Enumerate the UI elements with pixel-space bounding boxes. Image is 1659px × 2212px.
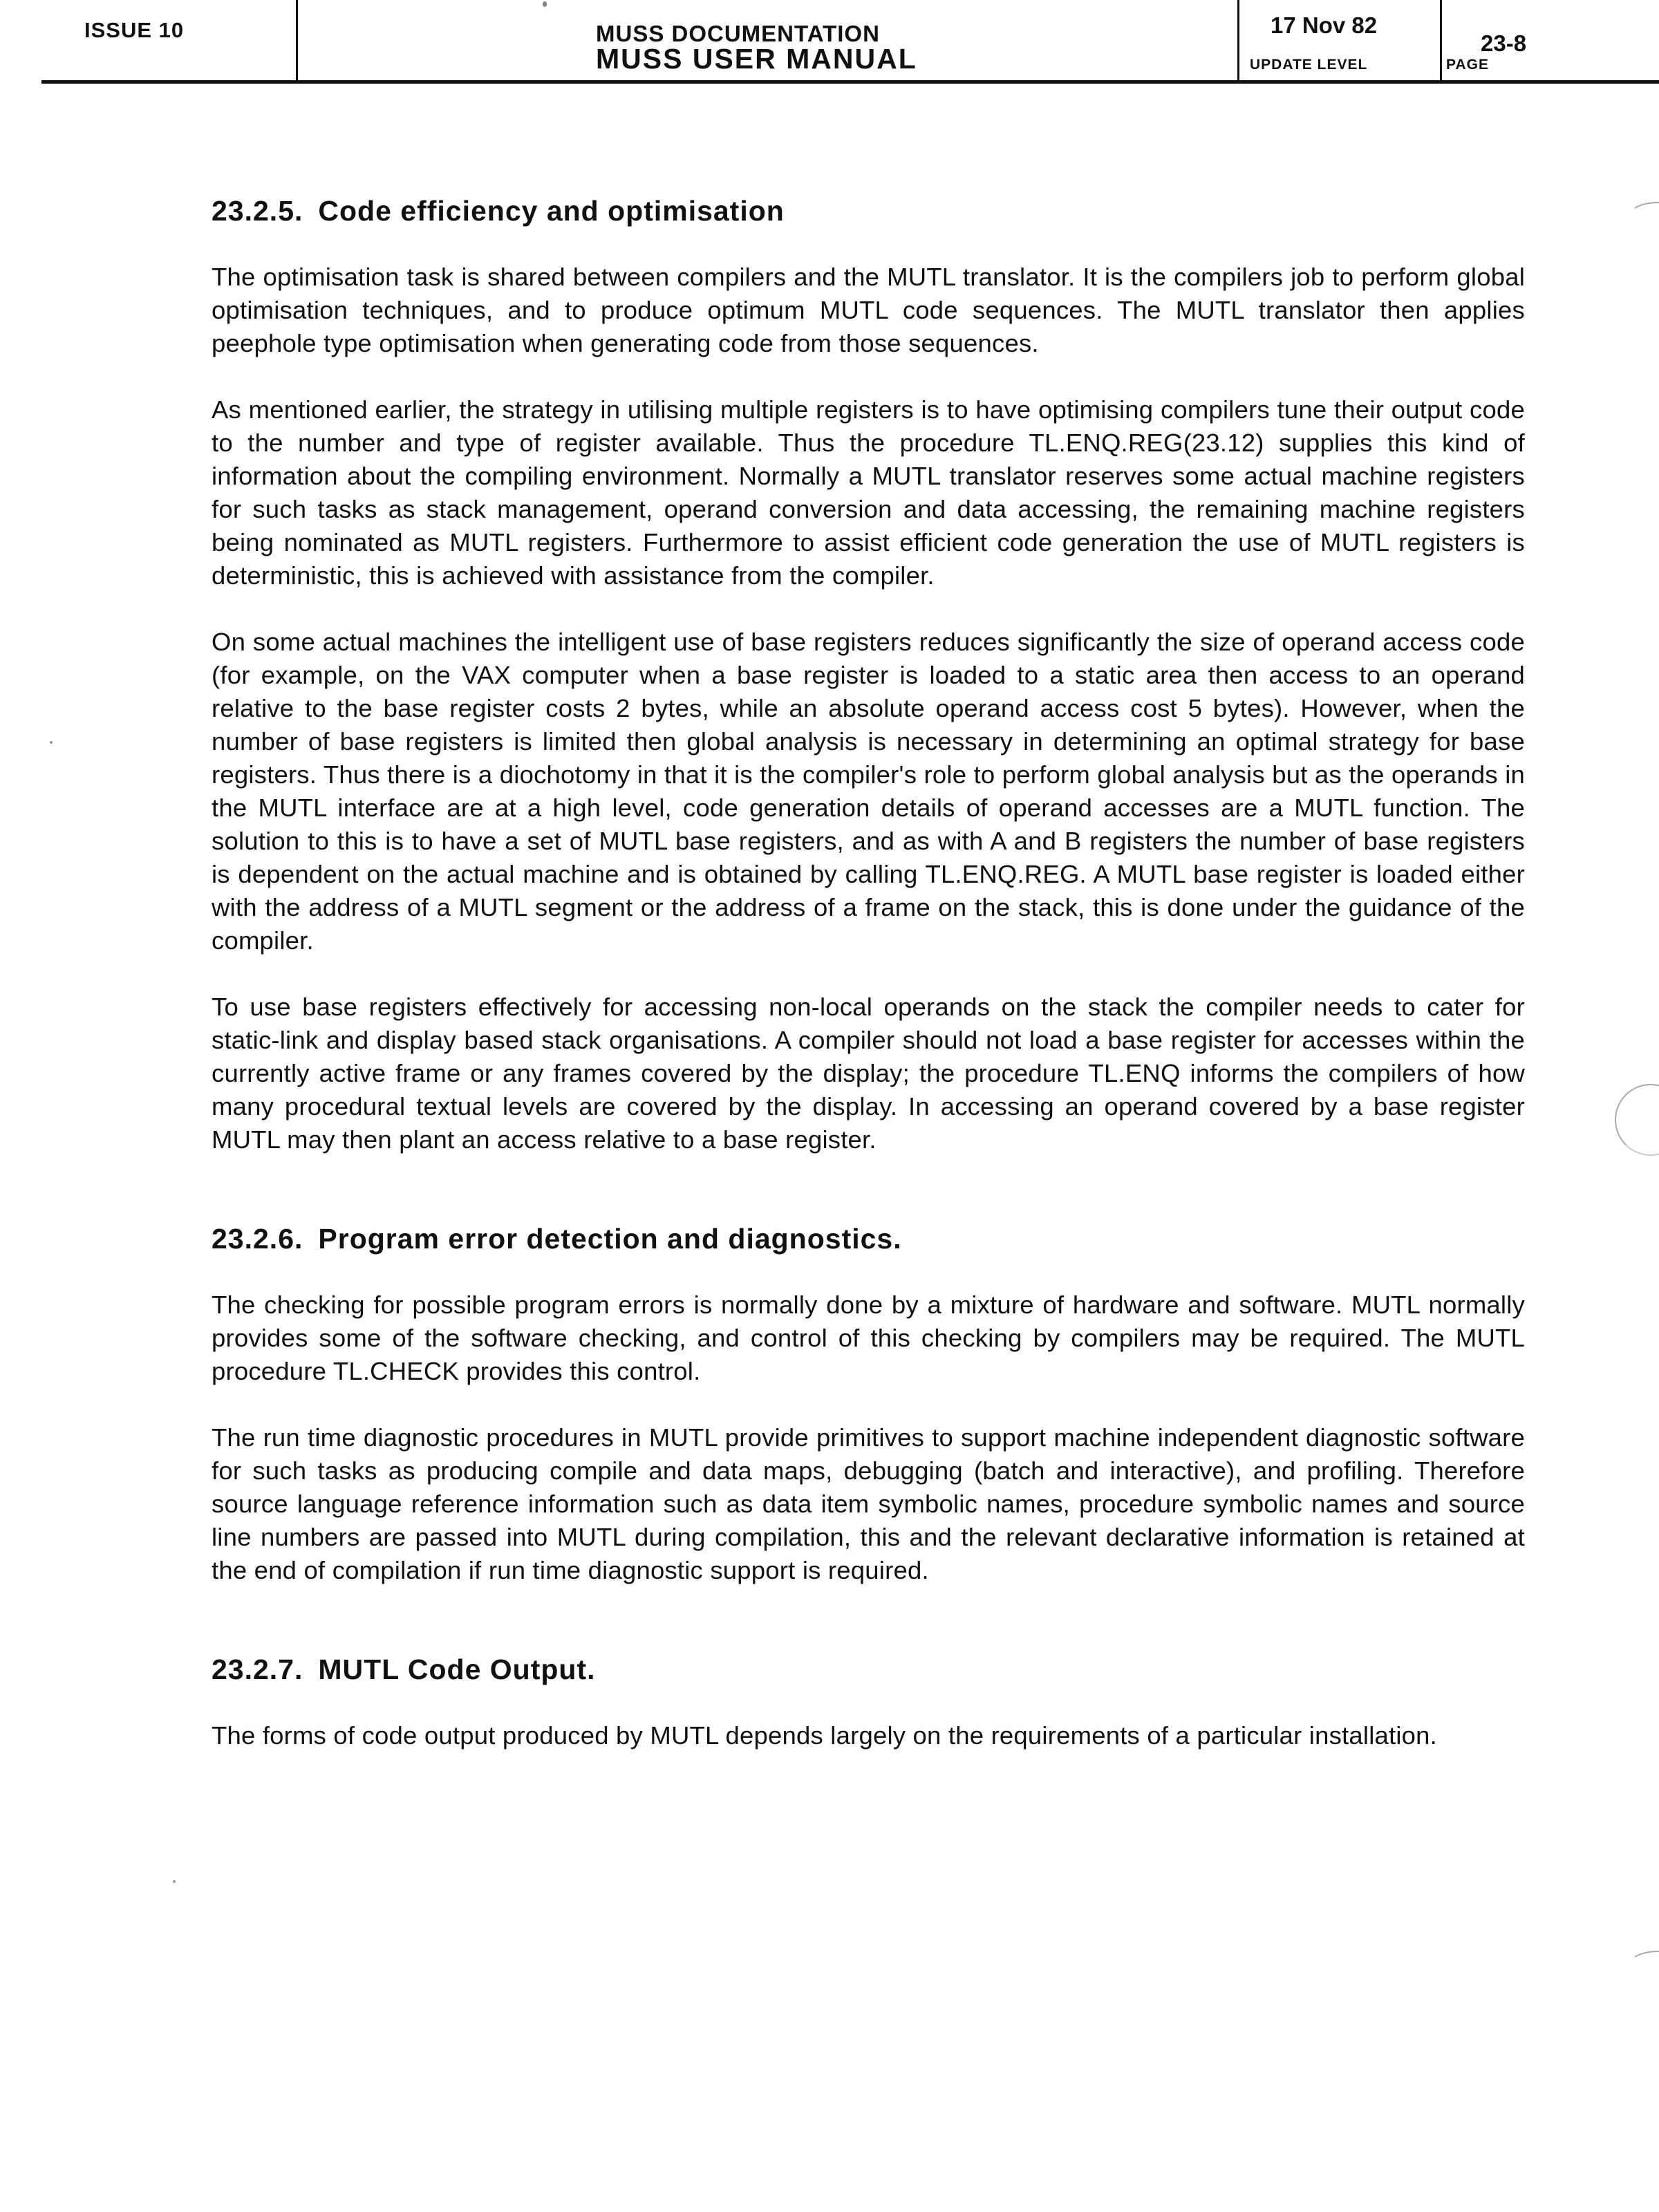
update-level-label: UPDATE LEVEL <box>1250 57 1368 73</box>
section-title: Program error detection and diagnostics. <box>318 1223 902 1255</box>
document-title: MUSS USER MANUAL <box>596 43 917 75</box>
paragraph: The checking for possible program errors is normally done by a mixture of hardware and software. MUTL normally provides some of the software checking, and control of this checking by compilers may be required. The MUTL procedure TL.CHECK provides this control. <box>212 1291 1525 1385</box>
paragraph: The optimisation task is shared between compilers and the MUTL translator. It is the compilers job to perform global optimisation techniques, and to produce optimum MUTL code sequences. The MUTL translator then applies peephole type optimisation when generating code from those sequences. <box>212 263 1525 357</box>
header-divider <box>1237 0 1239 82</box>
paragraph: On some actual machines the intelligent use of base registers reduces significantly the size of operand access code (for example, on the VAX computer when a base register is loaded to a static area then access to an operand relative to the base register costs 2 bytes, while an absolute operand access cost 5 bytes). However, when the number of base registers is limited then global analysis is necessary in determining an optimal strategy for base registers. Thus there is a diochotomy in that it is the compiler's role to perform global analysis but as the operands in the MUTL interface are at a high level, code generation details of operand accesses are a MUTL function. The solution to this is to have a set of MUTL base registers, and as with A and B registers the number of base registers is dependent on the actual machine and is obtained by calling TL.ENQ.REG. A MUTL base register is loaded either with the address of a MUTL segment or the address of a frame on the stack, this is done under the guidance of the compiler. <box>212 628 1525 955</box>
section-title: Code efficiency and optimisation <box>318 195 785 227</box>
section-23-2-5 <box>212 195 1525 1156</box>
page-header <box>0 0 1659 83</box>
scan-speck <box>543 1 547 7</box>
section-number: 23.2.6. <box>212 1223 303 1255</box>
section-23-2-7 <box>212 1653 1525 1752</box>
update-date: 17 Nov 82 <box>1271 12 1378 38</box>
paragraph: The forms of code output produced by MUTL depends largely on the requirements of a particular installation. <box>212 1721 1438 1750</box>
scan-speck <box>50 741 53 744</box>
header-divider <box>1440 0 1442 82</box>
section-title: MUTL Code Output. <box>318 1653 596 1685</box>
section-heading <box>212 195 1525 227</box>
hole-punch-mark <box>1629 1951 1659 1980</box>
section-number: 23.2.7. <box>212 1653 303 1685</box>
section-heading <box>212 1223 1525 1255</box>
paragraph: To use base registers effectively for accessing non-local operands on the stack the compiler needs to cater for static-link and display based stack organisations. A compiler should not load a base register for accesses within the currently active frame or any frames covered by the display; the procedure TL.ENQ informs the compilers of how many procedural textual levels are covered by the display. In accessing an operand covered by a base register MUTL may then plant an access relative to a base register. <box>212 993 1525 1154</box>
hole-punch-mark <box>1629 202 1659 231</box>
page-label: PAGE <box>1446 57 1489 73</box>
document-body <box>212 195 1525 1785</box>
page-number: 23-8 <box>1481 30 1527 56</box>
scan-speck <box>173 1880 176 1883</box>
section-number: 23.2.5. <box>212 195 303 227</box>
paragraph: As mentioned earlier, the strategy in utilising multiple registers is to have optimising compilers tune their output code to the number and type of register available. Thus the procedure TL.ENQ.REG(23.12) supplies this kind of information about the compiling environment. Normally a MUTL translator reserves some actual machine registers for such tasks as stack management, operand conversion and data accessing, the remaining machine registers being nominated as MUTL registers. Furthermore to assist efficient code generation the use of MUTL registers is deterministic, this is achieved with assistance from the compiler. <box>212 395 1525 590</box>
header-rule <box>41 80 1659 84</box>
header-divider <box>296 0 298 82</box>
paragraph: The run time diagnostic procedures in MUTL provide primitives to support machine independent diagnostic software for such tasks as producing compile and data maps, debugging (batch and interactive), and profiling. Therefore source language reference information such as data item symbolic names, procedure symbolic names and source line numbers are passed into MUTL during compilation, this and the relevant declarative information is retained at the end of compilation if run time diagnostic support is required. <box>212 1423 1525 1584</box>
issue-number: ISSUE 10 <box>84 18 185 42</box>
section-heading <box>212 1653 1525 1686</box>
hole-punch-mark <box>1615 1084 1659 1156</box>
section-23-2-6 <box>212 1223 1525 1587</box>
document-series: MUSS DOCUMENTATION <box>596 21 880 46</box>
